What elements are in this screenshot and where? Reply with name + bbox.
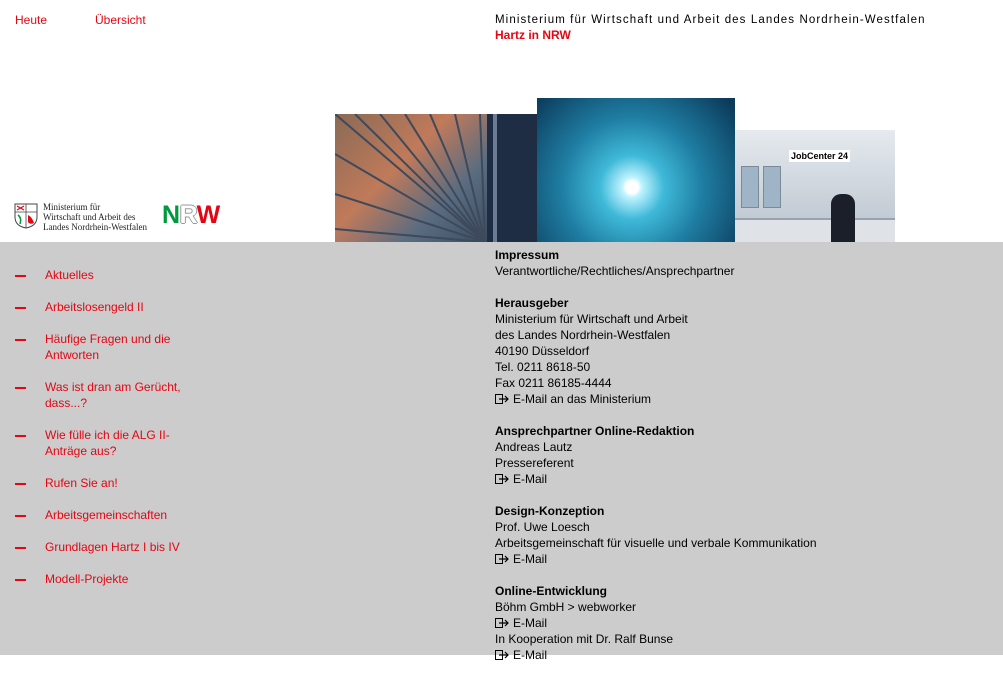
bullet-dash-icon [15, 579, 26, 581]
external-link-icon [495, 474, 509, 484]
photo-turbine [335, 114, 537, 242]
jobcenter-sign: JobCenter 24 [791, 151, 849, 161]
design-block [495, 503, 975, 567]
ministry-title: Ministerium für Wirtschaft und Arbeit des Landes Nordrhein-Westfalen [495, 14, 926, 26]
entwicklung-heading: Online-Entwicklung [495, 584, 608, 598]
sidebar-link-geruecht[interactable]: Was ist dran am Gerücht, dass...? [45, 380, 181, 410]
redaktion-block [495, 423, 975, 487]
logo-text: Ministerium für Wirtschaft und Arbeit des Landes Nordrhein-Westfalen [43, 202, 147, 232]
redaktion-role: Pressereferent [495, 456, 574, 470]
design-name: Prof. Uwe Loesch [495, 520, 590, 534]
herausgeber-line2: des Landes Nordrhein-Westfalen [495, 328, 671, 342]
nav-link-uebersicht[interactable]: Übersicht [95, 13, 146, 27]
sidebar-link-arbeitslosengeld[interactable]: Arbeitslosengeld II [45, 300, 144, 314]
external-link-icon [495, 650, 509, 660]
bullet-dash-icon [15, 387, 26, 389]
email-ministerium-link[interactable]: E-Mail an das Ministerium [495, 391, 975, 407]
impressum-block [495, 247, 975, 279]
bullet-dash-icon [15, 547, 26, 549]
entwicklung-org: Böhm GmbH > webworker [495, 600, 637, 614]
redaktion-name: Andreas Lautz [495, 440, 573, 454]
redaktion-heading: Ansprechpartner Online-Redaktion [495, 424, 695, 438]
photo-jobcenter [735, 130, 895, 242]
email-entwicklung-link[interactable]: E-Mail [495, 615, 975, 631]
sidebar-link-aktuelles[interactable]: Aktuelles [45, 268, 94, 282]
coat-of-arms-icon [14, 203, 38, 229]
section-title: Hartz in NRW [495, 28, 571, 42]
external-link-icon [495, 554, 509, 564]
entwicklung-coop: In Kooperation mit Dr. Ralf Bunse [495, 632, 674, 646]
sidebar-link-antraege[interactable]: Wie fülle ich die ALG II-Anträge aus? [45, 428, 170, 458]
external-link-icon [495, 618, 509, 628]
email-bunse-link[interactable]: E-Mail [495, 647, 975, 663]
bullet-dash-icon [15, 515, 26, 517]
bullet-dash-icon [15, 275, 26, 277]
entwicklung-block [495, 583, 975, 663]
external-link-icon [495, 394, 509, 404]
herausgeber-block [495, 295, 975, 407]
bullet-dash-icon [15, 483, 26, 485]
sidebar-link-grundlagen[interactable]: Grundlagen Hartz I bis IV [45, 540, 180, 554]
page-subtitle: Verantwortliche/Rechtliches/Ansprechpartner [495, 264, 735, 278]
bullet-dash-icon [15, 339, 26, 341]
herausgeber-tel: Tel. 0211 8618-50 [495, 360, 591, 374]
photo-welder [537, 98, 735, 242]
impressum-content [495, 247, 975, 679]
sidebar-link-anrufen[interactable]: Rufen Sie an! [45, 476, 118, 490]
nav-link-heute[interactable]: Heute [15, 13, 48, 27]
design-heading: Design-Konzeption [495, 504, 605, 518]
bullet-dash-icon [15, 435, 26, 437]
herausgeber-line1: Ministerium für Wirtschaft und Arbeit [495, 312, 688, 326]
page-title: Impressum [495, 248, 560, 262]
herausgeber-heading: Herausgeber [495, 296, 569, 310]
content-area [0, 242, 1003, 662]
nrw-logo: NRW [162, 201, 220, 259]
sidebar-link-arbeitsgemeinschaften[interactable]: Arbeitsgemeinschaften [45, 508, 168, 522]
sidebar-link-modellprojekte[interactable]: Modell-Projekte [45, 572, 129, 586]
email-design-link[interactable]: E-Mail [495, 551, 975, 567]
email-redaktion-link[interactable]: E-Mail [495, 471, 975, 487]
herausgeber-address: 40190 Düsseldorf [495, 344, 590, 358]
bullet-dash-icon [15, 307, 26, 309]
design-org: Arbeitsgemeinschaft für visuelle und verbale Kommunikation [495, 536, 817, 550]
sidebar-link-faq[interactable]: Häufige Fragen und die Antworten [45, 332, 171, 362]
herausgeber-fax: Fax 0211 86185-4444 [495, 376, 612, 390]
